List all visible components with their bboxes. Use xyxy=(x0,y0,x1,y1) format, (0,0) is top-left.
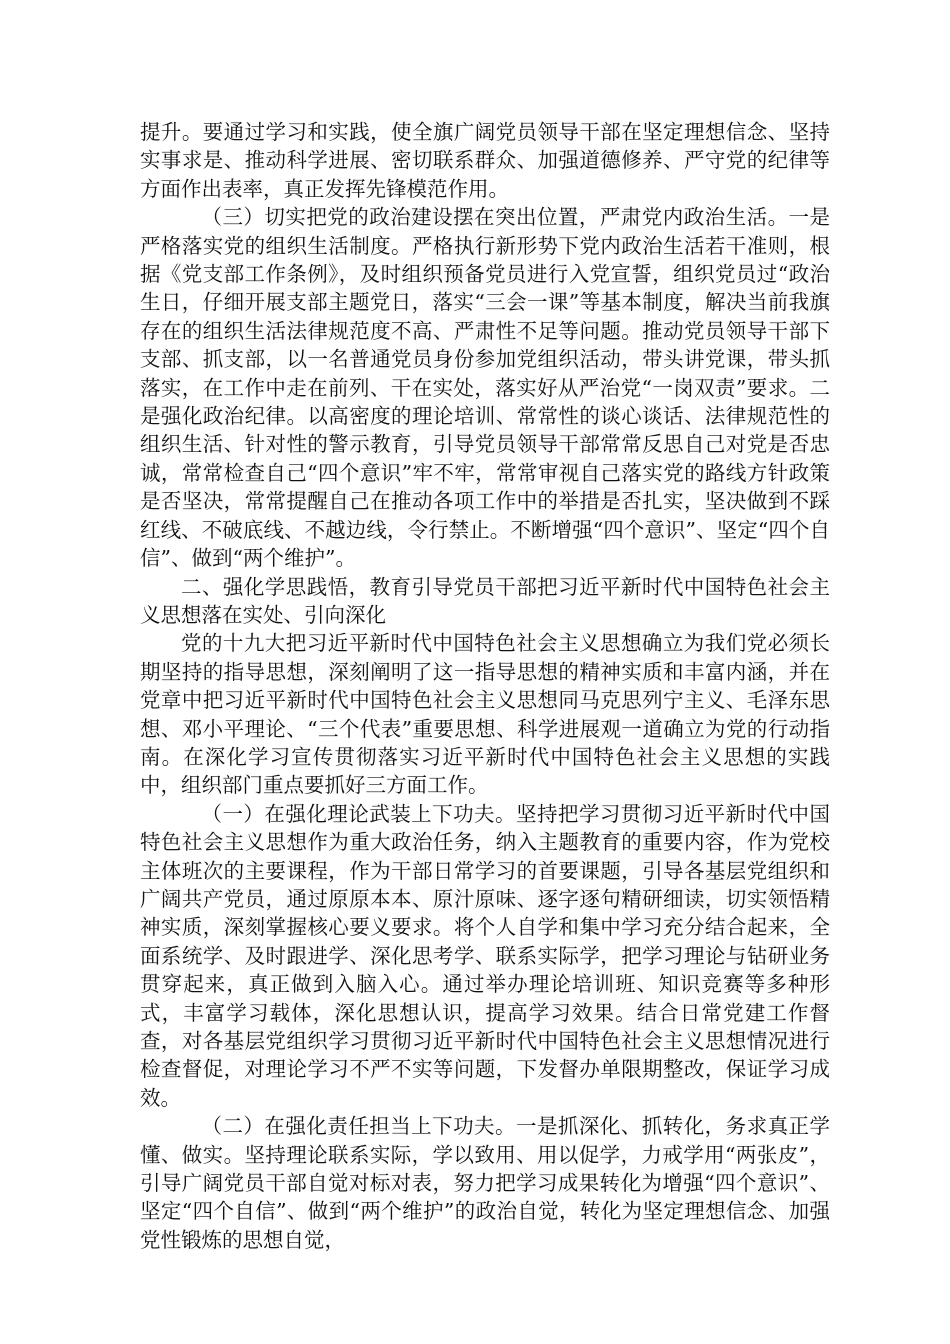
paragraph-subsection-two: （二）在强化责任担当上下功夫。一是抓深化、抓转化，务求真正学懂、做实。坚持理论联系实际，学以致用、用以促学，力戒学用“两张皮”，引导广阔党员干部自觉对标对表，努力把学习成果转化为增强“四个意识”、坚定“四个自信”、做到“两个维护”的政治自觉，转化为坚定理想信念、加强党性锻炼的思想自觉， xyxy=(140,1114,830,1252)
paragraph-section-three: （三）切实把党的政治建设摆在突出位置，严肃党内政治生活。一是严格落实党的组织生活制度。严格执行新形势下党内政治生活若干准则，根据《党支部工作条例》，及时组织预备党员进行入党宣誓，组织党员过“政治生日，仔细开展支部主题党日，落实“三会一课”等基本制度，解决当前我旗存在的组织生活法律规范度不高、严肃性不足等问题。推动党员领导干部下支部、抓支部，以一名普通党员身份参加党组织活动，带头讲党课，带头抓落实，在工作中走在前列、干在实处，落实好从严治党“一岗双责”要求。二是强化政治纪律。以高密度的理论培训、常常性的谈心谈话、法律规范性的组织生活、针对性的警示教育，引导党员领导干部常常反思自己对党是否忠诚，常常检查自己“四个意识”牢不牢，常常审视自己落实党的路线方针政策是否坚决，常常提醒自己在推动各项工作中的举措是否扎实，坚决做到不踩红线、不破底线、不越边线，令行禁止。不断增强“四个意识”、坚定“四个自信”、做到“两个维护”。 xyxy=(140,205,830,571)
paragraph-intro: 党的十九大把习近平新时代中国特色社会主义思想确立为我们党必须长期坚持的指导思想，深刻阐明了这一指导思想的精神实质和丰富内涵，并在党章中把习近平新时代中国特色社会主义思想同马克思列宁主义、毛泽东思想、邓小平理论、“三个代表”重要思想、科学进展观一道确立为党的行动指南。在深化学习宣传贯彻落实习近平新时代中国特色社会主义思想的实践中，组织部门重点要抓好三方面工作。 xyxy=(140,631,830,798)
document-body xyxy=(140,118,830,1254)
paragraph-subsection-one: （一）在强化理论武装上下功夫。坚持把学习贯彻习近平新时代中国特色社会主义思想作为重大政治任务，纳入主题教育的重要内容，作为党校主体班次的主要课程，作为干部日常学习的首要课题，引导各基层党组织和广阔共产党员，通过原原本本、原汁原味、逐字逐句精研细读，切实领悟精神实质，深刻掌握核心要义要求。将个人自学和集中学习充分结合起来，全面系统学、及时跟进学、深化思考学、联系实际学，把学习理论与钻研业务贯穿起来，真正做到入脑入心。通过举办理论培训班、知识竞赛等多种形式，丰富学习载体，深化思想认识，提高学习效果。结合日常党建工作督查，对各基层党组织学习贯彻习近平新时代中国特色社会主义思想情况进行检查督促，对理论学习不严不实等问题，下发督办单限期整改，保证学习成效。 xyxy=(140,801,830,1110)
section-heading-two: 二、强化学思践悟，教育引导党员干部把习近平新时代中国特色社会主义思想落在实处、引向深化 xyxy=(140,574,830,627)
paragraph-continuation: 提升。要通过学习和实践，使全旗广阔党员领导干部在坚定理想信念、坚持实事求是、推动科学进展、密切联系群众、加强道德修养、严守党的纪律等方面作出表率，真正发挥先锋模范作用。 xyxy=(140,120,830,201)
